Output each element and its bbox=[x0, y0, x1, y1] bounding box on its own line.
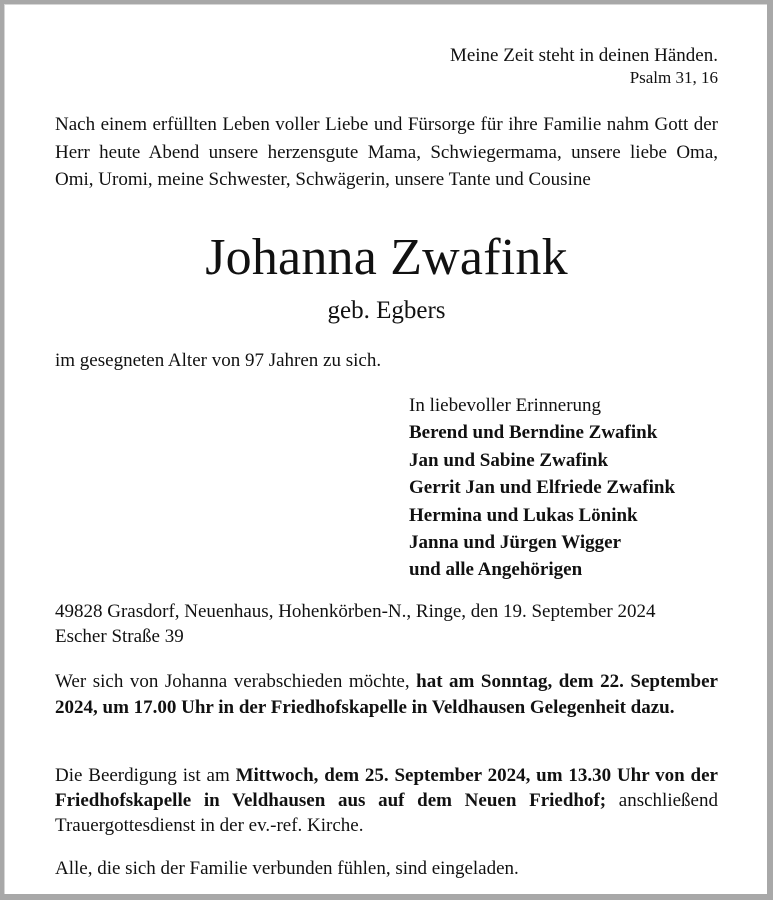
address-line: Escher Straße 39 bbox=[55, 626, 184, 647]
maiden-name: geb. Egbers bbox=[327, 297, 446, 324]
place-and-date bbox=[55, 599, 718, 649]
funeral-intro: Die Beerdigung ist am bbox=[55, 765, 236, 786]
farewell-paragraph bbox=[55, 669, 718, 721]
funeral-service: anschließend Trauergottesdienst in der ev.-ref. Kirche. bbox=[55, 790, 718, 836]
farewell-text: Wer sich von Johanna verabschieden möchte, bbox=[55, 671, 417, 692]
place-date-line: 49828 Grasdorf, Neuenhaus, Hohenkörben-N., Ringe, den 19. September 2024 bbox=[55, 601, 656, 622]
bible-verse bbox=[450, 44, 718, 88]
mourner-name: Jan und Sabine Zwafink bbox=[409, 449, 609, 471]
frame-inner-line-left bbox=[4, 4, 5, 894]
invitation-line: Alle, die sich der Familie verbunden fühlen, sind eingeladen. bbox=[55, 858, 519, 879]
mourners-heading: In liebevoller Erinnerung bbox=[409, 395, 602, 416]
intro-paragraph: Nach einem erfüllten Leben voller Liebe und Fürsorge für ihre Familie nahm Gott der Herr heute Abend unsere herzensgute Mama, Schwiegermama, unsere liebe Oma, Omi, Uromi, meine Schwester, Schwägerin, unsere Tante und Cousine bbox=[55, 114, 718, 190]
funeral-paragraph bbox=[55, 763, 718, 838]
mourners-block bbox=[409, 392, 675, 584]
verse-reference: Psalm 31, 16 bbox=[629, 68, 718, 87]
deceased-name: Johanna Zwafink bbox=[205, 229, 568, 286]
verse-text: Meine Zeit steht in deinen Händen. bbox=[449, 45, 718, 66]
mourner-name: und alle Angehörigen bbox=[409, 559, 583, 581]
mourner-name: Hermina und Lukas Lönink bbox=[409, 504, 638, 526]
age-line: im gesegneten Alter von 97 Jahren zu sich. bbox=[55, 350, 382, 371]
funeral-details: Mittwoch, dem 25. September 2024, um 13.30 Uhr von der Friedhofskapelle in Veldhausen aus auf dem Neuen Friedhof; bbox=[55, 765, 718, 811]
mourner-name: Janna und Jürgen Wigger bbox=[409, 532, 622, 554]
mourner-name: Gerrit Jan und Elfriede Zwafink bbox=[409, 477, 676, 499]
farewell-details: hat am Sonntag, dem 22. September 2024, um 17.00 Uhr in der Friedhofskapelle in Veldhausen Gelegenheit dazu. bbox=[55, 671, 718, 718]
mourner-name: Berend und Berndine Zwafink bbox=[409, 422, 658, 444]
frame-inner-line-top bbox=[4, 4, 767, 5]
